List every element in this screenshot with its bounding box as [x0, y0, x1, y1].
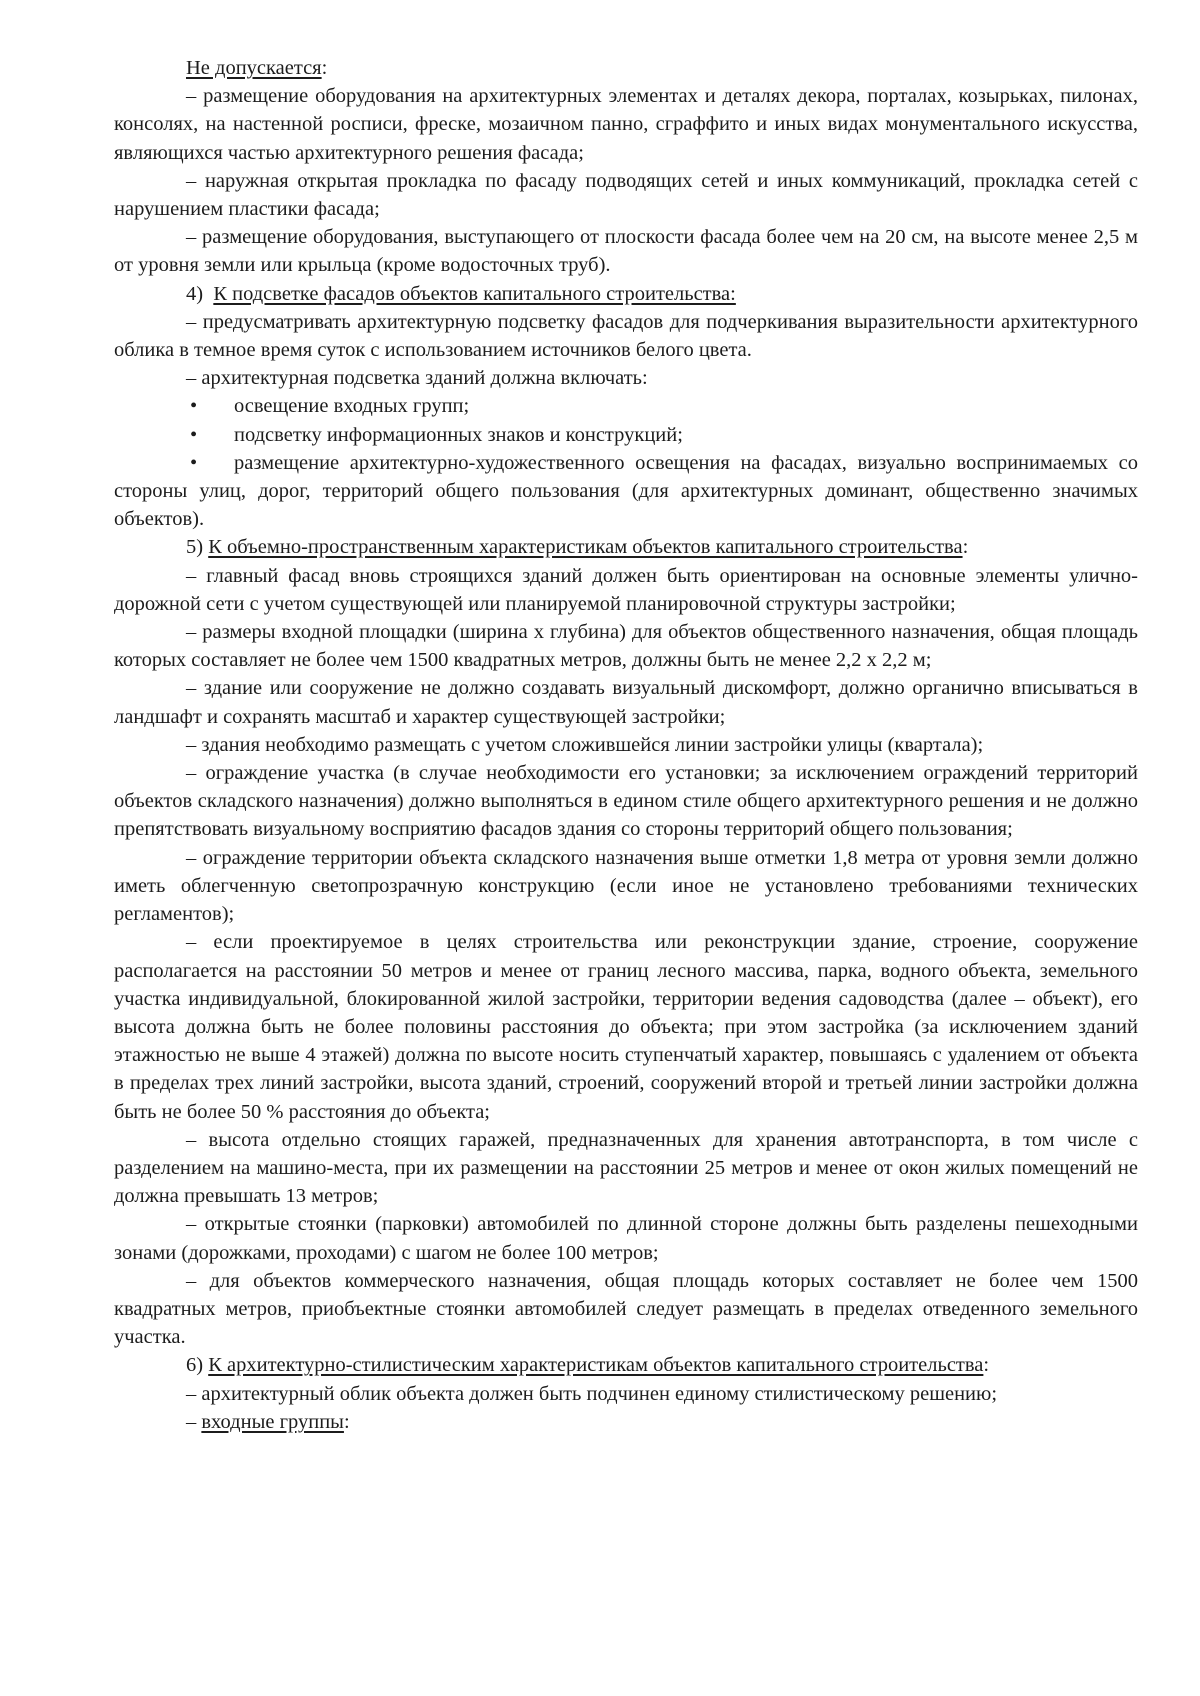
- bullet-icon: •: [190, 423, 198, 446]
- bullet-text: размещение архитектурно-художественного освещения на фасадах, визуально воспринимаемых со стороны улиц, дорог, территорий общего пользования (для архитектурных доминант, общественно значимых объектов).: [114, 451, 1138, 531]
- paragraph: – архитектурная подсветка зданий должна включать:: [186, 367, 648, 390]
- bullet-icon: •: [190, 451, 198, 474]
- section-5-title: К объемно-пространственным характеристикам объектов капитального строительства: [208, 536, 963, 559]
- section-6-heading: [114, 1351, 1138, 1379]
- heading-colon: :: [962, 536, 969, 559]
- section-6-title: К архитектурно-стилистическим характеристикам объектов капитального строительства: [208, 1354, 984, 1377]
- paragraph: – здание или сооружение не должно создавать визуальный дискомфорт, должно органично вписываться в ландшафт и сохранять масштаб и характер существующей застройки;: [114, 677, 1138, 728]
- heading-colon: :: [343, 1410, 350, 1433]
- heading-colon: :: [321, 57, 328, 79]
- paragraph: – высота отдельно стоящих гаражей, предназначенных для хранения автотранспорта, в том числе с разделением на машино-места, при их размещении на расстоянии 25 метров и менее от окон жилых помещений не должна превышать 13 метров;: [114, 1128, 1138, 1208]
- section-4-title: К подсветке фасадов объектов капитального строительства:: [213, 282, 736, 305]
- paragraph: – размеры входной площадки (ширина х глубина) для объектов общественного назначения, общая площадь которых составляет не более чем 1500 квадратных метров, должны быть не менее 2,2 х 2,2 м;: [114, 621, 1138, 672]
- bullet-item: [114, 449, 1138, 534]
- section-5-heading: [114, 533, 1138, 561]
- heading-not-allowed: [114, 54, 1138, 82]
- bullet-item: [114, 392, 1138, 420]
- paragraph: – ограждение участка (в случае необходимости его установки; за исключением ограждений территорий объектов складского назначения) должно выполняться в едином стиле общего архитектурного решения и не должно препятствовать визуальному восприятию фасадов здания со стороны территорий общего пользования;: [114, 762, 1138, 841]
- paragraph: – ограждение территории объекта складского назначения выше отметки 1,8 метра от уровня земли должно иметь облегченную светопрозрачную конструкцию (если иное не установлено требованиями технических регламентов);: [114, 846, 1138, 926]
- bullet-icon: •: [190, 395, 198, 418]
- section-number: 5): [186, 536, 209, 559]
- paragraph: – размещение оборудования, выступающего от плоскости фасада более чем на 20 см, на высоте менее 2,5 м от уровня земли или крыльца (кроме водосточных труб).: [114, 226, 1138, 277]
- paragraph: – если проектируемое в целях строительства или реконструкции здание, строение, сооружение располагается на расстоянии 50 метров и менее от границ лесного массива, парка, водного объекта, земельного участка индивидуальной, блокированной жилой застройки, территории ведения садоводства (далее – объект), его высота должна быть не более половины расстояния до объекта; при этом застройка (за исключением зданий этажностью не выше 4 этажей) должна по высоте носить ступенчатый характер, повышаясь с удалением от объекта в пределах трех линий застройки, высота зданий, строений, сооружений второй и третьей линии застройки должна быть не более 50 % расстояния до объекта;: [114, 931, 1138, 1123]
- entrance-groups-title: входные группы: [201, 1410, 344, 1433]
- paragraph: – предусматривать архитектурную подсветку фасадов для подчеркивания выразительности архитектурного облика в темное время суток с использованием источников белого цвета.: [114, 310, 1138, 362]
- paragraph: – архитектурный облик объекта должен быть подчинен единому стилистическому решению;: [186, 1382, 998, 1405]
- section-4-heading: [114, 280, 1138, 308]
- paragraph: – размещение оборудования на архитектурных элементах и деталях декора, порталах, козырьках, пилонах, консолях, на настенной росписи, фреске, мозаичном панно, сграффито и иных видах монументального искусства, являющихся частью архитектурного решения фасада;: [114, 85, 1138, 164]
- section-number: 4): [186, 282, 214, 305]
- paragraph: – главный фасад вновь строящихся зданий должен быть ориентирован на основные элементы улично-дорожной сети с учетом существующей или планируемой планировочной структуры застройки;: [114, 564, 1138, 615]
- heading-not-allowed-text: Не допускается: [186, 57, 322, 79]
- paragraph: – для объектов коммерческого назначения, общая площадь которых составляет не более чем 1500 квадратных метров, приобъектные стоянки автомобилей следует размещать в пределах отведенного земельного участка.: [114, 1269, 1138, 1349]
- paragraph: – наружная открытая прокладка по фасаду подводящих сетей и иных коммуникаций, прокладка сетей с нарушением пластики фасада;: [114, 169, 1138, 221]
- bullet-item: [114, 421, 1138, 449]
- paragraph: – открытые стоянки (парковки) автомобилей по длинной стороне должны быть разделены пешеходными зонами (дорожками, проходами) с шагом не более 100 метров;: [114, 1213, 1138, 1264]
- bullet-text: подсветку информационных знаков и конструкций;: [234, 423, 683, 446]
- entrance-groups-heading: [114, 1408, 1138, 1436]
- paragraph: – здания необходимо размещать с учетом сложившейся линии застройки улицы (квартала);: [186, 733, 984, 756]
- section-number: 6): [186, 1354, 209, 1377]
- heading-colon: :: [983, 1354, 990, 1377]
- bullet-text: освещение входных групп;: [234, 395, 470, 418]
- dash: –: [186, 1410, 202, 1433]
